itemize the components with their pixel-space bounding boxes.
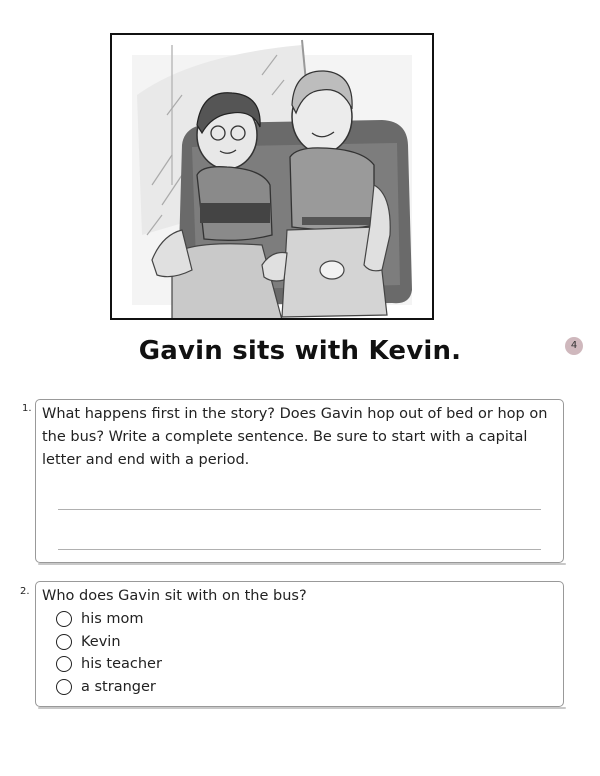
answer-line-1[interactable] [58, 509, 541, 510]
radio-button[interactable] [56, 611, 72, 627]
story-caption: Gavin sits with Kevin. [138, 336, 462, 366]
option-label: his mom [81, 611, 144, 628]
question-2-number: 2. [20, 586, 30, 597]
question-2-box [35, 581, 564, 707]
option-kevin[interactable] [56, 631, 162, 654]
page-number-badge: 4 [565, 337, 583, 355]
two-boys-on-bus-image [112, 35, 432, 318]
option-label: a stranger [81, 678, 156, 695]
question-2-text: Who does Gavin sit with on the bus? [42, 588, 307, 604]
radio-button[interactable] [56, 679, 72, 695]
option-his-teacher[interactable] [56, 653, 162, 676]
question-1-box [35, 399, 564, 563]
answer-line-2[interactable] [58, 549, 541, 550]
option-a-stranger[interactable] [56, 676, 162, 699]
option-his-mom[interactable] [56, 608, 162, 631]
story-illustration [110, 33, 434, 320]
option-label: Kevin [81, 633, 121, 650]
option-label: his teacher [81, 656, 162, 673]
radio-button[interactable] [56, 634, 72, 650]
answer-options [56, 608, 162, 698]
question-1-number: 1. [22, 403, 32, 414]
question-1-text: What happens first in the story? Does Gavin hop out of bed or hop on the bus? Write a complete sentence. Be sure to start with a capital letter and end with a period. [42, 406, 548, 468]
radio-button[interactable] [56, 656, 72, 672]
